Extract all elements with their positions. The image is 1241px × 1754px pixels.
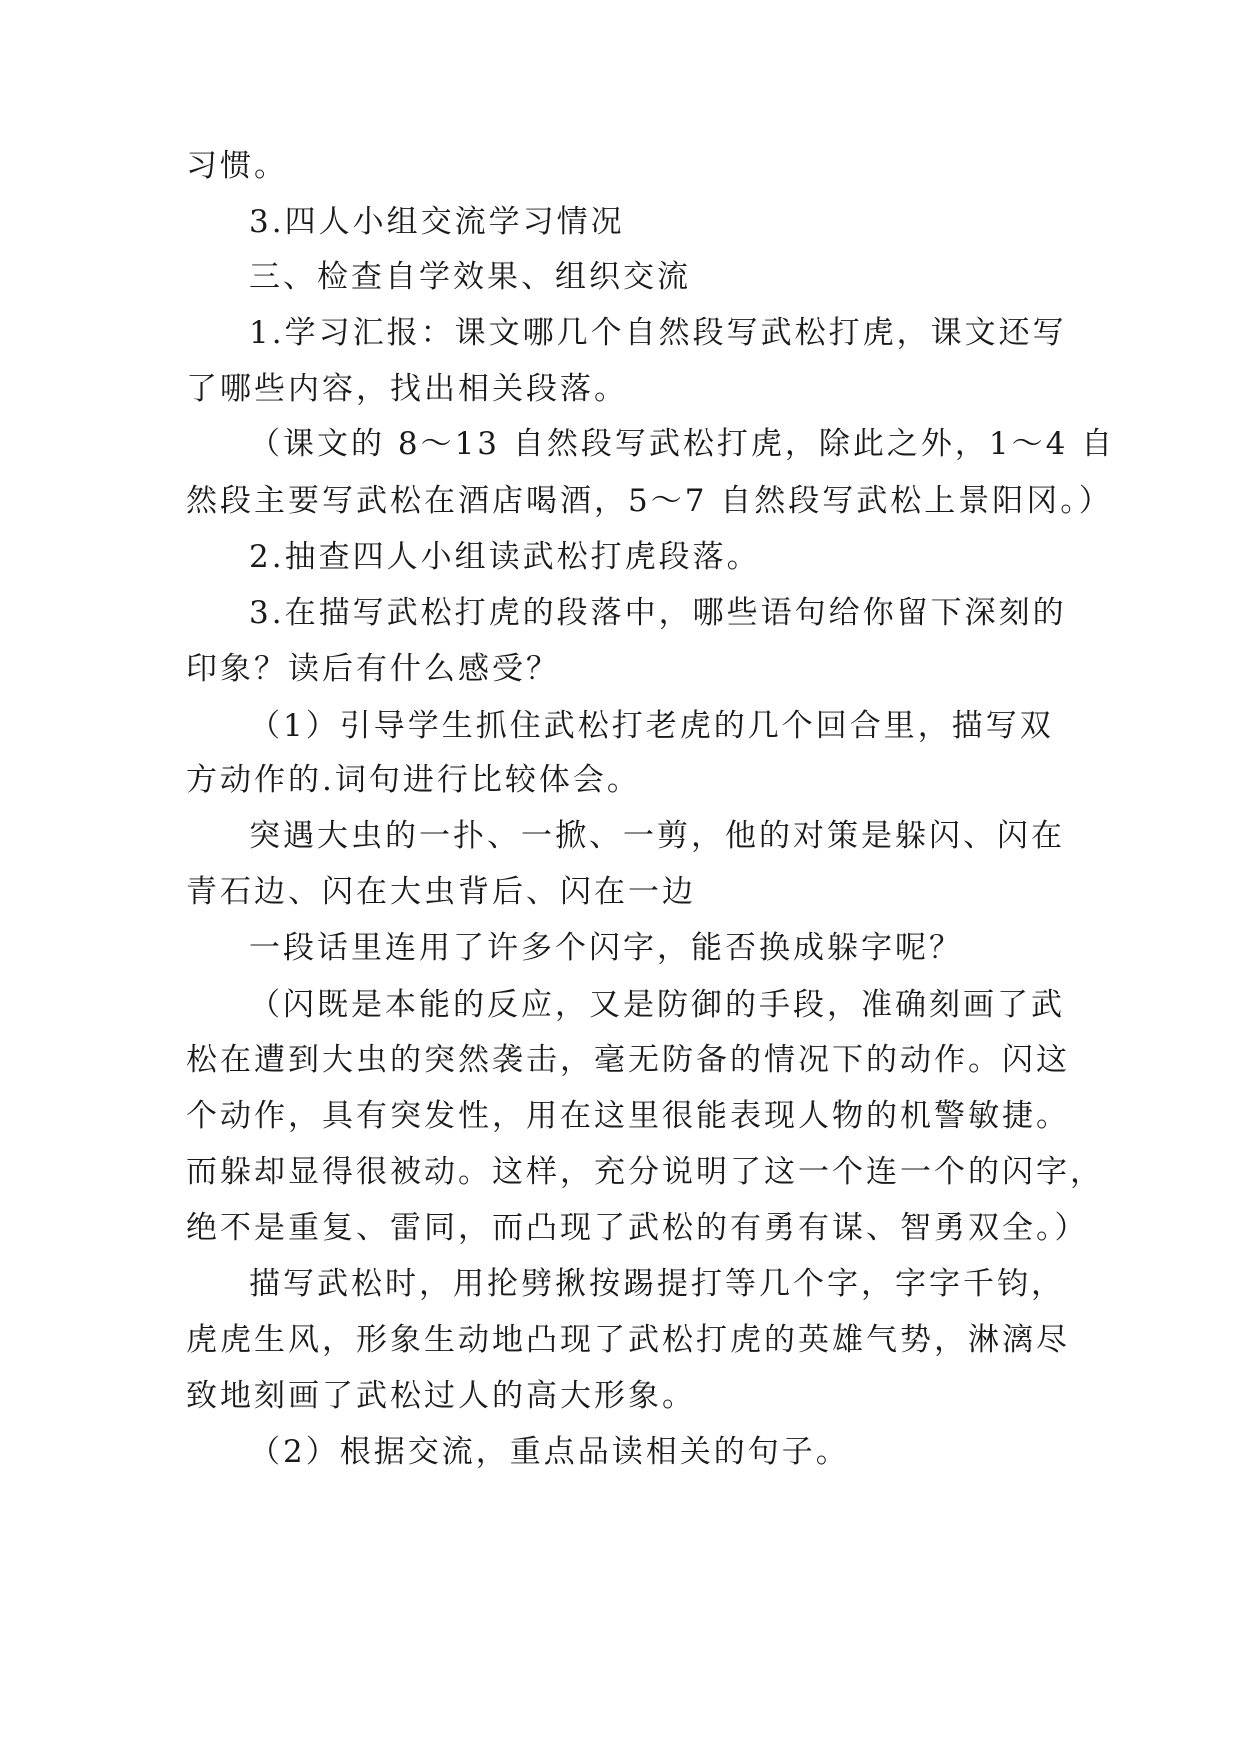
text-line: 三、检查自学效果、组织交流 bbox=[249, 259, 691, 295]
text-line: （1）引导学生抓住武松打老虎的几个回合里，描写双 bbox=[249, 708, 1054, 744]
text-line: （闪既是本能的反应，又是防御的手段，准确刻画了武 bbox=[249, 987, 1065, 1023]
text-line: 印象？读后有什么感受？ bbox=[186, 651, 560, 687]
text-line: 绝不是重复、雷同，而凸现了武松的有勇有谋、智勇双全。） bbox=[186, 1210, 1089, 1246]
text-line: 描写武松时，用抡劈揪按踢提打等几个字，字字千钧， bbox=[249, 1266, 1065, 1302]
text-line: 致地刻画了武松过人的高大形象。 bbox=[186, 1378, 696, 1414]
text-line: 1.学习汇报：课文哪几个自然段写武松打虎，课文还写 bbox=[249, 315, 1067, 351]
text-line: 2.抽查四人小组读武松打虎段落。 bbox=[249, 539, 761, 575]
text-line: 而躲却显得很被动。这样，充分说明了这一个连一个的闪字， bbox=[186, 1154, 1104, 1190]
text-line: 突遇大虫的一扑、一掀、一剪，他的对策是躲闪、闪在 bbox=[249, 818, 1065, 854]
text-line: 个动作，具有突发性，用在这里很能表现人物的机警敏捷。 bbox=[186, 1098, 1070, 1134]
text-line: 3.在描写武松打虎的段落中，哪些语句给你留下深刻的 bbox=[249, 595, 1067, 631]
text-line: 然段主要写武松在酒店喝酒，5～7 自然段写武松上景阳冈。） bbox=[186, 483, 1113, 519]
text-line: （2）根据交流，重点品读相关的句子。 bbox=[249, 1434, 850, 1470]
text-line: 方动作的.词句进行比较体会。 bbox=[186, 762, 641, 798]
text-line: 一段话里连用了许多个闪字，能否换成躲字呢？ bbox=[249, 930, 963, 966]
text-line: （课文的 8～13 自然段写武松打虎，除此之外，1～4 自 bbox=[249, 426, 1116, 462]
text-line: 青石边、闪在大虫背后、闪在一边 bbox=[186, 874, 696, 910]
text-line: 松在遭到大虫的突然袭击，毫无防备的情况下的动作。闪这 bbox=[186, 1042, 1070, 1078]
text-line: 3.四人小组交流学习情况 bbox=[249, 204, 625, 240]
text-line: 习惯。 bbox=[186, 148, 288, 184]
text-line: 了哪些内容，找出相关段落。 bbox=[186, 371, 628, 407]
text-line: 虎虎生风，形象生动地凸现了武松打虎的英雄气势，淋漓尽 bbox=[186, 1322, 1070, 1358]
